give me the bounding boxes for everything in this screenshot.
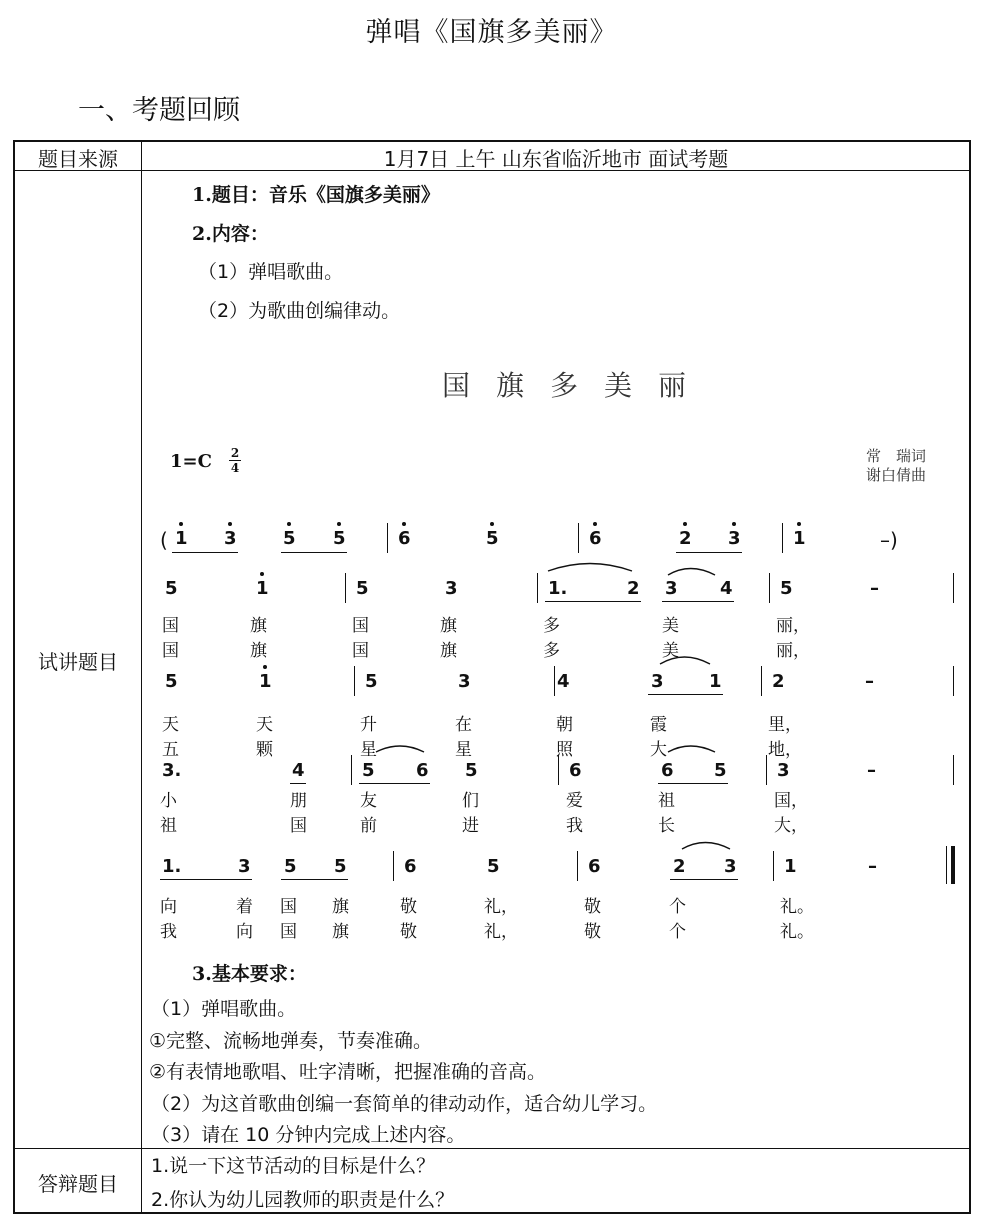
lyric: 们 xyxy=(462,791,479,811)
lyric: 丽， xyxy=(776,616,810,636)
lyric: 向 xyxy=(160,897,177,917)
defense-label: 答辩题目 xyxy=(38,1172,118,1196)
lyric: 国 xyxy=(280,922,297,942)
defense-question: 2.你认为幼儿园教师的职责是什么？ xyxy=(151,1189,455,1211)
note: 3 xyxy=(665,578,678,599)
content-item: （2）为歌曲创编律动。 xyxy=(198,300,401,322)
slur xyxy=(682,843,730,850)
note: 5 xyxy=(334,856,347,877)
note: 5 xyxy=(356,578,369,599)
lyric: 升 xyxy=(360,715,377,735)
note-dash: – xyxy=(870,578,879,599)
note: 4 xyxy=(557,671,570,692)
lyric: 敬 xyxy=(400,897,417,917)
section-heading: 一、考题回顾 xyxy=(78,95,240,126)
note: 3 xyxy=(458,671,471,692)
lyric: 地， xyxy=(768,740,802,760)
lyric: 国 xyxy=(290,816,307,836)
composer-credit: 谢白倩曲 xyxy=(866,466,927,484)
note: 5 xyxy=(486,528,499,549)
slur xyxy=(376,746,424,752)
note: 5 xyxy=(780,578,793,599)
note: 3. xyxy=(162,760,182,781)
lyric: 大 xyxy=(650,740,667,760)
lyric: 国 xyxy=(162,616,179,636)
time-signature-top: 2 xyxy=(230,446,240,460)
slur xyxy=(668,569,715,576)
requirement-item: ①完整、流畅地弹奏，节奏准确。 xyxy=(149,1030,433,1052)
lyric: 国， xyxy=(774,791,808,811)
note: 5 xyxy=(465,760,478,781)
note: 6 xyxy=(416,760,429,781)
note: 1 xyxy=(784,856,797,877)
lyric: 旗 xyxy=(440,616,457,636)
note: 3 xyxy=(445,578,458,599)
lyric: 旗 xyxy=(250,616,267,636)
note: 1 xyxy=(709,671,722,692)
note: 1 xyxy=(793,528,806,549)
note: 1. xyxy=(162,856,182,877)
lyric: 五 xyxy=(162,740,179,760)
requirement-item: （2）为这首歌曲创编一套简单的律动动作，适合幼儿学习。 xyxy=(151,1093,658,1115)
note: 5 xyxy=(333,528,346,549)
note: 3 xyxy=(777,760,790,781)
intro-open-paren: ( xyxy=(160,528,168,552)
note: 3 xyxy=(238,856,251,877)
lyric: 礼， xyxy=(484,897,518,917)
note: 2 xyxy=(627,578,640,599)
slur xyxy=(660,657,710,664)
note: 5 xyxy=(284,856,297,877)
lyric: 祖 xyxy=(658,791,675,811)
note: 1 xyxy=(259,671,272,692)
note: 1 xyxy=(175,528,188,549)
lyric: 着 xyxy=(236,897,253,917)
content-heading: 2.内容： xyxy=(192,223,269,245)
note: 1 xyxy=(256,578,269,599)
lyric: 前 xyxy=(360,816,377,836)
topic-line: 1.题目：音乐《国旗多美丽》 xyxy=(192,184,440,206)
source-label: 题目来源 xyxy=(38,147,118,171)
lyric: 美 xyxy=(662,616,679,636)
page-title: 弹唱《国旗多美丽》 xyxy=(365,17,618,48)
lyric: 向 xyxy=(236,922,253,942)
lyric: 国 xyxy=(352,641,369,661)
lyric: 在 xyxy=(455,715,472,735)
lyric: 朋 xyxy=(290,791,307,811)
note: 5 xyxy=(165,578,178,599)
slur xyxy=(548,564,632,572)
lyric: 多 xyxy=(543,641,560,661)
lyric: 礼， xyxy=(484,922,518,942)
note: 5 xyxy=(714,760,727,781)
lyric: 霞 xyxy=(650,715,667,735)
lyric: 丽， xyxy=(776,641,810,661)
slur xyxy=(668,746,715,752)
time-signature-bottom: 4 xyxy=(230,461,240,475)
requirements-heading: 3.基本要求： xyxy=(192,963,307,985)
defense-question: 1.说一下这节活动的目标是什么？ xyxy=(151,1155,436,1177)
lyric: 个 xyxy=(669,897,686,917)
lyric: 礼。 xyxy=(780,897,814,917)
note: 5 xyxy=(487,856,500,877)
lyric: 星 xyxy=(455,740,472,760)
lyric: 国 xyxy=(352,616,369,636)
note: 6 xyxy=(588,856,601,877)
content-item: （1）弹唱歌曲。 xyxy=(198,261,344,283)
source-value: 1月7日 上午 山东省临沂地市 面试考题 xyxy=(383,147,729,171)
lyric: 里， xyxy=(768,715,802,735)
requirement-item: （3）请在 10 分钟内完成上述内容。 xyxy=(151,1124,466,1146)
requirement-item: ②有表情地歌唱、吐字清晰，把握准确的音高。 xyxy=(149,1061,547,1083)
lyric: 颗 xyxy=(256,740,273,760)
lyric: 照 xyxy=(556,740,573,760)
lyric: 个 xyxy=(669,922,686,942)
note: 6 xyxy=(404,856,417,877)
note-dash: – xyxy=(867,760,876,781)
intro-close: –) xyxy=(880,528,898,552)
lyric: 美 xyxy=(662,641,679,661)
note: 5 xyxy=(283,528,296,549)
lyric: 敬 xyxy=(584,897,601,917)
lyric: 旗 xyxy=(250,641,267,661)
note: 5 xyxy=(362,760,375,781)
lyric: 天 xyxy=(256,715,273,735)
note: 2 xyxy=(679,528,692,549)
lyric: 国 xyxy=(280,897,297,917)
lyric: 祖 xyxy=(160,816,177,836)
note: 6 xyxy=(398,528,411,549)
note: 3 xyxy=(651,671,664,692)
lyric: 旗 xyxy=(440,641,457,661)
note-dash: – xyxy=(865,671,874,692)
note: 6 xyxy=(589,528,602,549)
lyric: 旗 xyxy=(332,922,349,942)
score-title: 国旗多美丽 xyxy=(442,369,713,402)
lyric: 礼。 xyxy=(780,922,814,942)
lyric: 天 xyxy=(162,715,179,735)
note-dash: – xyxy=(868,856,877,877)
note: 1. xyxy=(548,578,568,599)
lyric: 敬 xyxy=(584,922,601,942)
note: 3 xyxy=(728,528,741,549)
note: 5 xyxy=(365,671,378,692)
lyric: 爱 xyxy=(566,791,583,811)
lyric: 进 xyxy=(462,816,479,836)
lyric: 多 xyxy=(543,616,560,636)
lyric: 国 xyxy=(162,641,179,661)
lyric: 长 xyxy=(658,816,675,836)
lyricist-credit: 常 瑞词 xyxy=(866,447,927,465)
lyric: 旗 xyxy=(332,897,349,917)
note: 3 xyxy=(224,528,237,549)
note: 3 xyxy=(724,856,737,877)
lyric: 敬 xyxy=(400,922,417,942)
lyric: 友 xyxy=(360,791,377,811)
lyric: 我 xyxy=(160,922,177,942)
note: 6 xyxy=(569,760,582,781)
requirement-item: （1）弹唱歌曲。 xyxy=(151,998,297,1020)
lyric: 我 xyxy=(566,816,583,836)
note: 2 xyxy=(673,856,686,877)
note: 4 xyxy=(292,760,305,781)
note: 2 xyxy=(772,671,785,692)
lyric: 小 xyxy=(160,791,177,811)
key-signature: 1=C xyxy=(170,451,212,472)
lyric: 星 xyxy=(360,740,377,760)
note: 5 xyxy=(165,671,178,692)
note: 6 xyxy=(661,760,674,781)
note: 4 xyxy=(720,578,733,599)
trial-label: 试讲题目 xyxy=(38,650,118,674)
lyric: 大， xyxy=(774,816,808,836)
lyric: 朝 xyxy=(556,715,573,735)
